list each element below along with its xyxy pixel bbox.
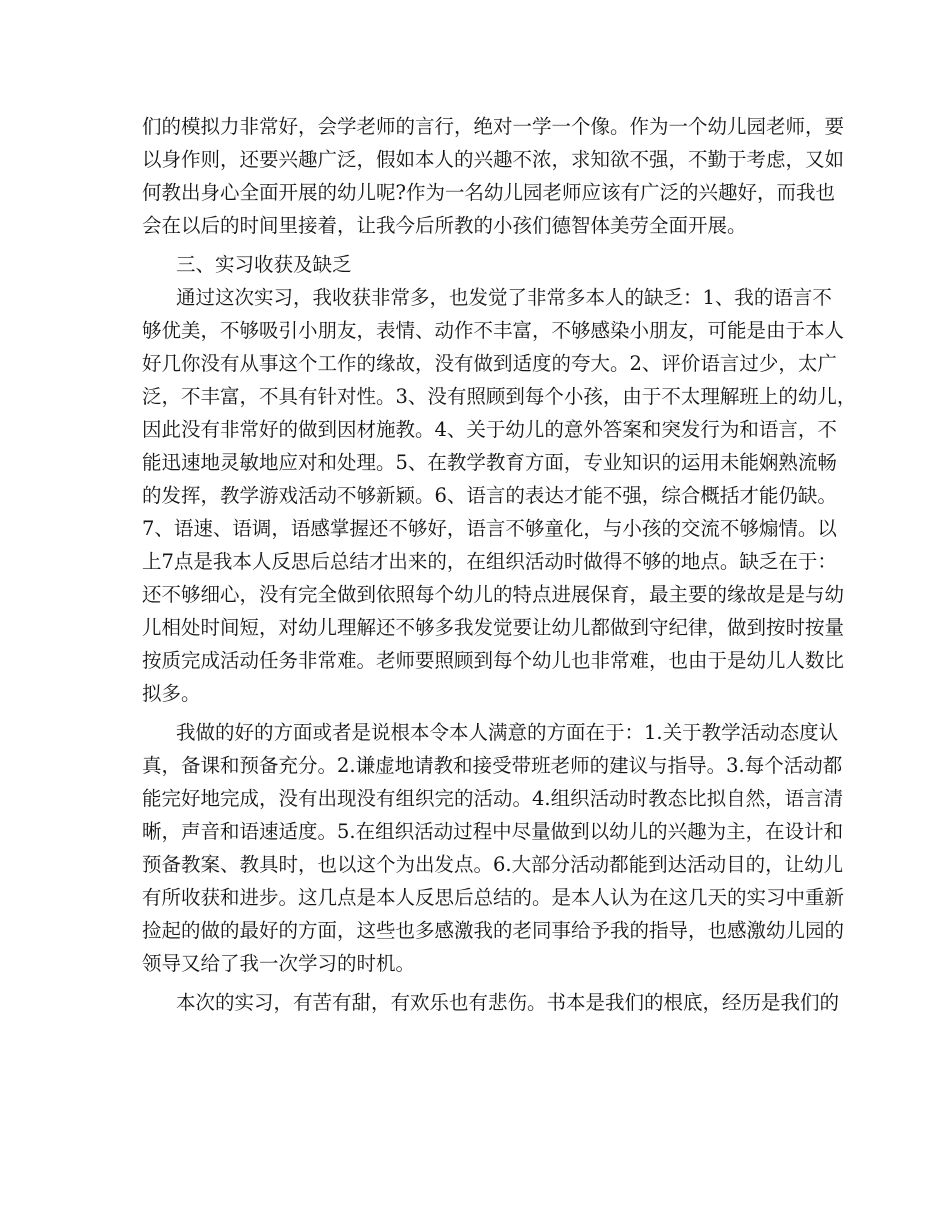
text-line: 预备教案、教具时，也以这个为出发点。6.大部分活动都能到达活动目的，让幼儿: [142, 853, 844, 876]
text-line: 7、语速、语调，语感掌握还不够好，语言不够童化，与小孩的交流不够煽情。以: [142, 517, 837, 540]
paragraph-conclusion: [142, 986, 840, 1019]
text-line: 上7点是我本人反思后总结才出来的，在组织活动时做得不够的地点。缺乏在于：: [142, 550, 837, 573]
text-line: 我做的好的方面或者是说根本令本人满意的方面在于：1.关于教学活动态度认: [176, 721, 839, 744]
text-line: 按质完成活动任务非常难。老师要照顾到每个幼儿也非常难，也由于是幼儿人数比: [142, 649, 845, 672]
paragraph-shortcomings: [142, 281, 857, 710]
text-line: 们的模拟力非常好，会学老师的言行，绝对一学一个像。作为一个幼儿园老师，要: [142, 115, 845, 138]
text-line: 真，备课和预备充分。2.谦虚地请教和接受带班老师的建议与指导。3.每个活动都: [142, 754, 843, 777]
text-line: 拟多。: [142, 682, 201, 705]
text-line: 会在以后的时间里接着，让我今后所教的小孩们德智体美劳全面开展。: [142, 214, 747, 237]
document-body: [142, 110, 857, 1025]
text-line: 因此没有非常好的做到因材施教。4、关于幼儿的意外答案和突发行为和语言，不: [142, 418, 837, 441]
section-heading: 三、实习收获及缺乏: [176, 253, 352, 276]
text-line: 能完好地完成，没有出现没有组织完的活动。4.组织活动时教态比拟自然，语言清: [142, 787, 844, 810]
text-line: 本次的实习，有苦有甜，有欢乐也有悲伤。书本是我们的根底，经历是我们的: [176, 991, 840, 1014]
paragraph-interest: [142, 110, 845, 242]
text-line: 儿相处时间短，对幼儿理解还不够多我发觉要让幼儿都做到守纪律，做到按时按量: [142, 616, 845, 639]
text-line: 泛，不丰富，不具有针对性。3、没有照顾到每个小孩，由于不太理解班上的幼儿，: [142, 385, 857, 408]
text-line: 有所收获和进步。这几点是本人反思后总结的。是本人认为在这几天的实习中重新: [142, 886, 845, 909]
text-line: 能迅速地灵敏地应对和处理。5、在教学教育方面，专业知识的运用未能娴熟流畅: [142, 451, 837, 474]
text-line: 的发挥，教学游戏活动不够新颖。6、语言的表达才能不强，综合概括才能仍缺。: [142, 484, 837, 507]
text-line: 领导又给了我一次学习的时机。: [142, 952, 416, 975]
paragraph-strengths: [142, 716, 845, 980]
text-line: 何教出身心全面开展的幼儿呢?作为一名幼儿园老师应该有广泛的兴趣好，而我也: [142, 181, 835, 204]
text-line: 捡起的做的最好的方面，这些也多感激我的老同事给予我的指导，也感激幼儿园的: [142, 919, 845, 942]
text-line: 够优美，不够吸引小朋友，表情、动作不丰富，不够感染小朋友，可能是由于本人: [142, 319, 845, 342]
text-line: 好几你没有从事这个工作的缘故，没有做到适度的夸大。2、评价语言过少，太广: [142, 352, 837, 375]
text-line: 晰，声音和语速适度。5.在组织活动过程中尽量做到以幼儿的兴趣为主，在设计和: [142, 820, 844, 843]
text-line: 以身作则，还要兴趣广泛，假如本人的兴趣不浓，求知欲不强，不勤于考虑，又如: [142, 148, 845, 171]
text-line: 通过这次实习，我收获非常多，也发觉了非常多本人的缺乏：1、我的语言不: [176, 286, 832, 309]
text-line: 还不够细心，没有完全做到依照每个幼儿的特点进展保育，最主要的缘故是是与幼: [142, 583, 845, 606]
